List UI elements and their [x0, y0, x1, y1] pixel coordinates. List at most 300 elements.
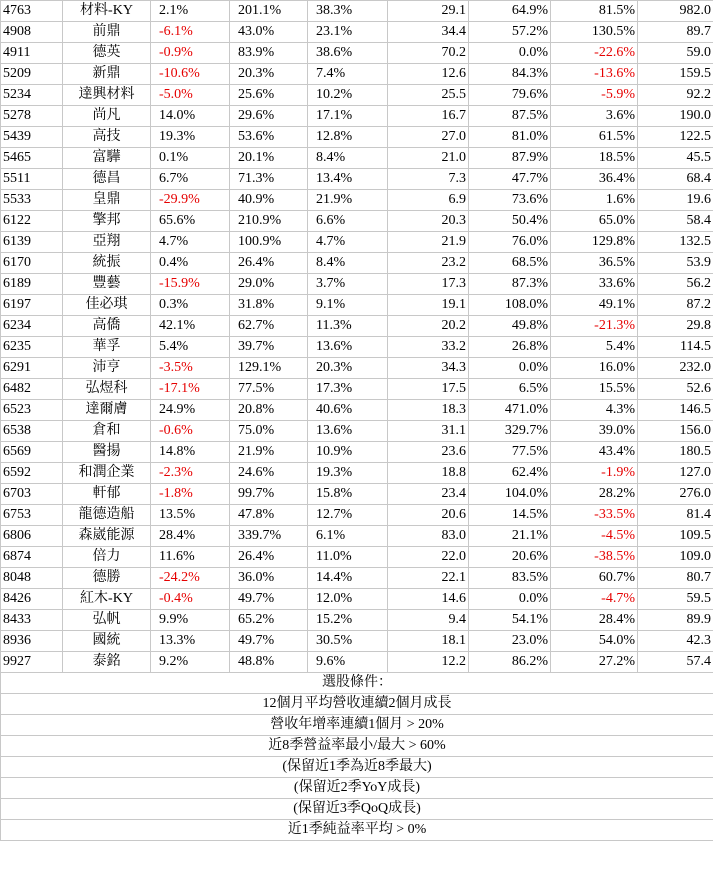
col-7-cell: 26.8% [469, 337, 551, 358]
col-5-cell: 40.6% [308, 400, 388, 421]
table-row [1, 274, 713, 295]
col-8-cell: 60.7% [551, 568, 638, 589]
col-7-cell: 83.5% [469, 568, 551, 589]
stock-code-cell: 8426 [1, 589, 63, 610]
col-5-cell: 13.6% [308, 421, 388, 442]
col-6-cell: 34.3 [388, 358, 469, 379]
col-9-cell: 127.0 [638, 463, 713, 484]
col-4-cell: 39.7% [230, 337, 308, 358]
condition-text: (保留近3季QoQ成長) [1, 799, 713, 820]
stock-code-cell: 4911 [1, 43, 63, 64]
stock-code-cell: 6703 [1, 484, 63, 505]
stock-name-cell: 皇鼎 [63, 190, 151, 211]
col-8-cell: 130.5% [551, 22, 638, 43]
col-5-cell: 38.6% [308, 43, 388, 64]
col-7-cell: 81.0% [469, 127, 551, 148]
col-7-cell: 49.8% [469, 316, 551, 337]
stock-code-cell: 6569 [1, 442, 63, 463]
col-8-cell: -4.5% [551, 526, 638, 547]
col-9-cell: 232.0 [638, 358, 713, 379]
stock-name-cell: 華孚 [63, 337, 151, 358]
col-9-cell: 56.2 [638, 274, 713, 295]
col-9-cell: 58.4 [638, 211, 713, 232]
condition-row [1, 694, 713, 715]
col-7-cell: 0.0% [469, 43, 551, 64]
table-row [1, 547, 713, 568]
col-6-cell: 83.0 [388, 526, 469, 547]
stock-name-cell: 前鼎 [63, 22, 151, 43]
stock-name-cell: 和潤企業 [63, 463, 151, 484]
condition-row [1, 778, 713, 799]
stock-name-cell: 亞翔 [63, 232, 151, 253]
col-4-cell: 31.8% [230, 295, 308, 316]
stock-name-cell: 新鼎 [63, 64, 151, 85]
col-3-cell: -15.9% [151, 274, 230, 295]
col-7-cell: 47.7% [469, 169, 551, 190]
stock-name-cell: 弘煜科 [63, 379, 151, 400]
col-5-cell: 17.3% [308, 379, 388, 400]
condition-row [1, 799, 713, 820]
col-9-cell: 59.5 [638, 589, 713, 610]
col-6-cell: 17.5 [388, 379, 469, 400]
stock-name-cell: 森崴能源 [63, 526, 151, 547]
col-6-cell: 12.6 [388, 64, 469, 85]
col-3-cell: -1.8% [151, 484, 230, 505]
table-row [1, 358, 713, 379]
col-4-cell: 99.7% [230, 484, 308, 505]
table-row [1, 652, 713, 673]
col-3-cell: -3.5% [151, 358, 230, 379]
col-3-cell: 0.4% [151, 253, 230, 274]
col-3-cell: -10.6% [151, 64, 230, 85]
col-3-cell: 11.6% [151, 547, 230, 568]
col-6-cell: 70.2 [388, 43, 469, 64]
conditions-heading: 選股條件： [1, 673, 713, 694]
table-row [1, 295, 713, 316]
col-3-cell: 65.6% [151, 211, 230, 232]
stock-name-cell: 倉和 [63, 421, 151, 442]
col-3-cell: -6.1% [151, 22, 230, 43]
col-5-cell: 13.4% [308, 169, 388, 190]
table-row [1, 526, 713, 547]
col-9-cell: 146.5 [638, 400, 713, 421]
col-6-cell: 21.0 [388, 148, 469, 169]
col-4-cell: 40.9% [230, 190, 308, 211]
col-9-cell: 52.6 [638, 379, 713, 400]
col-7-cell: 23.0% [469, 631, 551, 652]
col-7-cell: 6.5% [469, 379, 551, 400]
col-5-cell: 11.0% [308, 547, 388, 568]
col-8-cell: -1.9% [551, 463, 638, 484]
col-6-cell: 31.1 [388, 421, 469, 442]
table-row [1, 442, 713, 463]
col-4-cell: 49.7% [230, 589, 308, 610]
stock-name-cell: 德昌 [63, 169, 151, 190]
col-8-cell: 39.0% [551, 421, 638, 442]
col-4-cell: 129.1% [230, 358, 308, 379]
col-7-cell: 0.0% [469, 358, 551, 379]
col-6-cell: 22.0 [388, 547, 469, 568]
col-7-cell: 73.6% [469, 190, 551, 211]
col-7-cell: 57.2% [469, 22, 551, 43]
stock-code-cell: 6538 [1, 421, 63, 442]
col-6-cell: 12.2 [388, 652, 469, 673]
col-4-cell: 20.1% [230, 148, 308, 169]
col-6-cell: 23.2 [388, 253, 469, 274]
table-row [1, 190, 713, 211]
col-6-cell: 7.3 [388, 169, 469, 190]
stock-code-cell: 5278 [1, 106, 63, 127]
stock-name-cell: 統振 [63, 253, 151, 274]
col-4-cell: 24.6% [230, 463, 308, 484]
col-9-cell: 57.4 [638, 652, 713, 673]
col-9-cell: 89.7 [638, 22, 713, 43]
col-5-cell: 9.1% [308, 295, 388, 316]
col-6-cell: 20.6 [388, 505, 469, 526]
col-6-cell: 25.5 [388, 85, 469, 106]
stock-name-cell: 泰銘 [63, 652, 151, 673]
col-9-cell: 68.4 [638, 169, 713, 190]
table-row [1, 148, 713, 169]
col-8-cell: 28.4% [551, 610, 638, 631]
stock-code-cell: 6235 [1, 337, 63, 358]
stock-code-cell: 5439 [1, 127, 63, 148]
stock-code-cell: 8433 [1, 610, 63, 631]
col-7-cell: 471.0% [469, 400, 551, 421]
col-9-cell: 19.6 [638, 190, 713, 211]
col-7-cell: 20.6% [469, 547, 551, 568]
col-8-cell: 33.6% [551, 274, 638, 295]
stock-name-cell: 高技 [63, 127, 151, 148]
col-4-cell: 26.4% [230, 253, 308, 274]
col-5-cell: 12.7% [308, 505, 388, 526]
col-8-cell: 18.5% [551, 148, 638, 169]
col-6-cell: 18.1 [388, 631, 469, 652]
col-4-cell: 53.6% [230, 127, 308, 148]
stock-name-cell: 富驊 [63, 148, 151, 169]
col-9-cell: 87.2 [638, 295, 713, 316]
col-8-cell: -13.6% [551, 64, 638, 85]
stock-code-cell: 6189 [1, 274, 63, 295]
col-6-cell: 9.4 [388, 610, 469, 631]
col-9-cell: 109.0 [638, 547, 713, 568]
col-4-cell: 201.1% [230, 1, 308, 22]
col-7-cell: 84.3% [469, 64, 551, 85]
stock-code-cell: 6523 [1, 400, 63, 421]
col-5-cell: 6.1% [308, 526, 388, 547]
condition-row [1, 736, 713, 757]
condition-text: 營收年增率連續1個月 > 20% [1, 715, 713, 736]
col-7-cell: 54.1% [469, 610, 551, 631]
col-5-cell: 12.8% [308, 127, 388, 148]
col-9-cell: 122.5 [638, 127, 713, 148]
col-3-cell: 28.4% [151, 526, 230, 547]
col-4-cell: 75.0% [230, 421, 308, 442]
col-8-cell: -21.3% [551, 316, 638, 337]
stock-name-cell: 沛亨 [63, 358, 151, 379]
col-5-cell: 15.2% [308, 610, 388, 631]
col-8-cell: -38.5% [551, 547, 638, 568]
col-4-cell: 48.8% [230, 652, 308, 673]
col-7-cell: 329.7% [469, 421, 551, 442]
col-9-cell: 180.5 [638, 442, 713, 463]
col-5-cell: 10.9% [308, 442, 388, 463]
condition-row [1, 673, 713, 694]
stock-rows [1, 1, 713, 673]
stock-name-cell: 尚凡 [63, 106, 151, 127]
col-8-cell: 36.4% [551, 169, 638, 190]
col-5-cell: 15.8% [308, 484, 388, 505]
col-5-cell: 20.3% [308, 358, 388, 379]
stock-code-cell: 9927 [1, 652, 63, 673]
table-row [1, 337, 713, 358]
col-8-cell: 28.2% [551, 484, 638, 505]
col-5-cell: 17.1% [308, 106, 388, 127]
table-row [1, 379, 713, 400]
condition-text: (保留近2季YoY成長) [1, 778, 713, 799]
col-3-cell: 13.3% [151, 631, 230, 652]
stock-code-cell: 5533 [1, 190, 63, 211]
col-3-cell: -17.1% [151, 379, 230, 400]
col-3-cell: 2.1% [151, 1, 230, 22]
stock-code-cell: 6122 [1, 211, 63, 232]
col-9-cell: 29.8 [638, 316, 713, 337]
col-9-cell: 109.5 [638, 526, 713, 547]
condition-text: 12個月平均營收連續2個月成長 [1, 694, 713, 715]
table-row [1, 43, 713, 64]
stock-name-cell: 德勝 [63, 568, 151, 589]
col-7-cell: 87.3% [469, 274, 551, 295]
col-5-cell: 13.6% [308, 337, 388, 358]
col-7-cell: 79.6% [469, 85, 551, 106]
table-row [1, 568, 713, 589]
col-5-cell: 11.3% [308, 316, 388, 337]
col-6-cell: 18.8 [388, 463, 469, 484]
col-7-cell: 104.0% [469, 484, 551, 505]
stock-code-cell: 6139 [1, 232, 63, 253]
col-8-cell: 49.1% [551, 295, 638, 316]
condition-row [1, 757, 713, 778]
condition-row [1, 715, 713, 736]
col-3-cell: 9.9% [151, 610, 230, 631]
table-row [1, 106, 713, 127]
col-4-cell: 25.6% [230, 85, 308, 106]
col-9-cell: 114.5 [638, 337, 713, 358]
stock-name-cell: 紅木-KY [63, 589, 151, 610]
col-3-cell: 19.3% [151, 127, 230, 148]
stock-code-cell: 6753 [1, 505, 63, 526]
col-7-cell: 76.0% [469, 232, 551, 253]
col-9-cell: 89.9 [638, 610, 713, 631]
col-6-cell: 17.3 [388, 274, 469, 295]
col-9-cell: 59.0 [638, 43, 713, 64]
col-6-cell: 18.3 [388, 400, 469, 421]
col-5-cell: 30.5% [308, 631, 388, 652]
col-9-cell: 982.0 [638, 1, 713, 22]
col-3-cell: 0.3% [151, 295, 230, 316]
col-3-cell: 9.2% [151, 652, 230, 673]
col-9-cell: 132.5 [638, 232, 713, 253]
col-9-cell: 159.5 [638, 64, 713, 85]
col-4-cell: 65.2% [230, 610, 308, 631]
col-4-cell: 29.6% [230, 106, 308, 127]
col-4-cell: 49.7% [230, 631, 308, 652]
stock-code-cell: 6291 [1, 358, 63, 379]
col-8-cell: -5.9% [551, 85, 638, 106]
col-4-cell: 71.3% [230, 169, 308, 190]
stock-code-cell: 5234 [1, 85, 63, 106]
col-7-cell: 62.4% [469, 463, 551, 484]
table-row [1, 22, 713, 43]
col-9-cell: 276.0 [638, 484, 713, 505]
col-6-cell: 23.6 [388, 442, 469, 463]
col-4-cell: 21.9% [230, 442, 308, 463]
stock-name-cell: 達興材料 [63, 85, 151, 106]
col-7-cell: 68.5% [469, 253, 551, 274]
col-6-cell: 33.2 [388, 337, 469, 358]
col-8-cell: -22.6% [551, 43, 638, 64]
col-3-cell: 5.4% [151, 337, 230, 358]
condition-row [1, 820, 713, 841]
table-row [1, 232, 713, 253]
stock-name-cell: 高僑 [63, 316, 151, 337]
col-3-cell: -0.9% [151, 43, 230, 64]
col-7-cell: 0.0% [469, 589, 551, 610]
stock-code-cell: 5209 [1, 64, 63, 85]
stock-name-cell: 佳必琪 [63, 295, 151, 316]
stock-name-cell: 龍德造船 [63, 505, 151, 526]
table-row [1, 631, 713, 652]
stock-code-cell: 6197 [1, 295, 63, 316]
col-6-cell: 14.6 [388, 589, 469, 610]
col-4-cell: 83.9% [230, 43, 308, 64]
col-7-cell: 87.5% [469, 106, 551, 127]
table-row [1, 610, 713, 631]
col-3-cell: 14.8% [151, 442, 230, 463]
col-7-cell: 14.5% [469, 505, 551, 526]
col-9-cell: 53.9 [638, 253, 713, 274]
col-5-cell: 9.6% [308, 652, 388, 673]
table-row [1, 316, 713, 337]
stock-name-cell: 軒郁 [63, 484, 151, 505]
condition-text: 近8季營益率最小/最大 > 60% [1, 736, 713, 757]
col-3-cell: 14.0% [151, 106, 230, 127]
col-8-cell: 54.0% [551, 631, 638, 652]
col-5-cell: 6.6% [308, 211, 388, 232]
col-8-cell: 61.5% [551, 127, 638, 148]
col-7-cell: 87.9% [469, 148, 551, 169]
col-4-cell: 36.0% [230, 568, 308, 589]
col-9-cell: 156.0 [638, 421, 713, 442]
col-9-cell: 45.5 [638, 148, 713, 169]
col-7-cell: 64.9% [469, 1, 551, 22]
col-9-cell: 81.4 [638, 505, 713, 526]
col-8-cell: 65.0% [551, 211, 638, 232]
col-4-cell: 77.5% [230, 379, 308, 400]
col-3-cell: 13.5% [151, 505, 230, 526]
col-3-cell: 0.1% [151, 148, 230, 169]
col-5-cell: 14.4% [308, 568, 388, 589]
stock-name-cell: 擎邦 [63, 211, 151, 232]
col-8-cell: 5.4% [551, 337, 638, 358]
col-8-cell: 81.5% [551, 1, 638, 22]
table-row [1, 400, 713, 421]
col-8-cell: 43.4% [551, 442, 638, 463]
col-5-cell: 12.0% [308, 589, 388, 610]
stock-code-cell: 6170 [1, 253, 63, 274]
col-5-cell: 8.4% [308, 253, 388, 274]
col-3-cell: -5.0% [151, 85, 230, 106]
col-8-cell: 36.5% [551, 253, 638, 274]
table-row [1, 169, 713, 190]
stock-code-cell: 6874 [1, 547, 63, 568]
col-5-cell: 23.1% [308, 22, 388, 43]
table-row [1, 127, 713, 148]
col-6-cell: 20.3 [388, 211, 469, 232]
table-row [1, 463, 713, 484]
col-4-cell: 47.8% [230, 505, 308, 526]
col-6-cell: 20.2 [388, 316, 469, 337]
table-row [1, 64, 713, 85]
col-4-cell: 43.0% [230, 22, 308, 43]
col-7-cell: 77.5% [469, 442, 551, 463]
col-9-cell: 92.2 [638, 85, 713, 106]
stock-code-cell: 5465 [1, 148, 63, 169]
stock-code-cell: 6482 [1, 379, 63, 400]
col-9-cell: 42.3 [638, 631, 713, 652]
col-3-cell: 24.9% [151, 400, 230, 421]
stock-name-cell: 弘帆 [63, 610, 151, 631]
col-4-cell: 29.0% [230, 274, 308, 295]
col-4-cell: 62.7% [230, 316, 308, 337]
col-4-cell: 20.8% [230, 400, 308, 421]
condition-text: (保留近1季為近8季最大) [1, 757, 713, 778]
col-8-cell: 16.0% [551, 358, 638, 379]
col-7-cell: 86.2% [469, 652, 551, 673]
table-row [1, 211, 713, 232]
col-3-cell: 6.7% [151, 169, 230, 190]
col-5-cell: 19.3% [308, 463, 388, 484]
col-5-cell: 21.9% [308, 190, 388, 211]
col-6-cell: 21.9 [388, 232, 469, 253]
stock-name-cell: 達爾膚 [63, 400, 151, 421]
stock-name-cell: 倍力 [63, 547, 151, 568]
col-8-cell: -4.7% [551, 589, 638, 610]
table-row [1, 589, 713, 610]
stock-name-cell: 材料-KY [63, 1, 151, 22]
stock-name-cell: 國統 [63, 631, 151, 652]
col-8-cell: 3.6% [551, 106, 638, 127]
stock-code-cell: 6592 [1, 463, 63, 484]
col-6-cell: 29.1 [388, 1, 469, 22]
stock-code-cell: 8936 [1, 631, 63, 652]
table-row [1, 505, 713, 526]
screening-conditions [1, 673, 713, 841]
col-6-cell: 23.4 [388, 484, 469, 505]
col-7-cell: 21.1% [469, 526, 551, 547]
col-5-cell: 38.3% [308, 1, 388, 22]
col-5-cell: 3.7% [308, 274, 388, 295]
stock-code-cell: 5511 [1, 169, 63, 190]
stock-name-cell: 德英 [63, 43, 151, 64]
table-row [1, 253, 713, 274]
condition-text: 近1季純益率平均 > 0% [1, 820, 713, 841]
col-7-cell: 108.0% [469, 295, 551, 316]
col-6-cell: 16.7 [388, 106, 469, 127]
stock-name-cell: 豐藝 [63, 274, 151, 295]
col-4-cell: 339.7% [230, 526, 308, 547]
col-6-cell: 22.1 [388, 568, 469, 589]
